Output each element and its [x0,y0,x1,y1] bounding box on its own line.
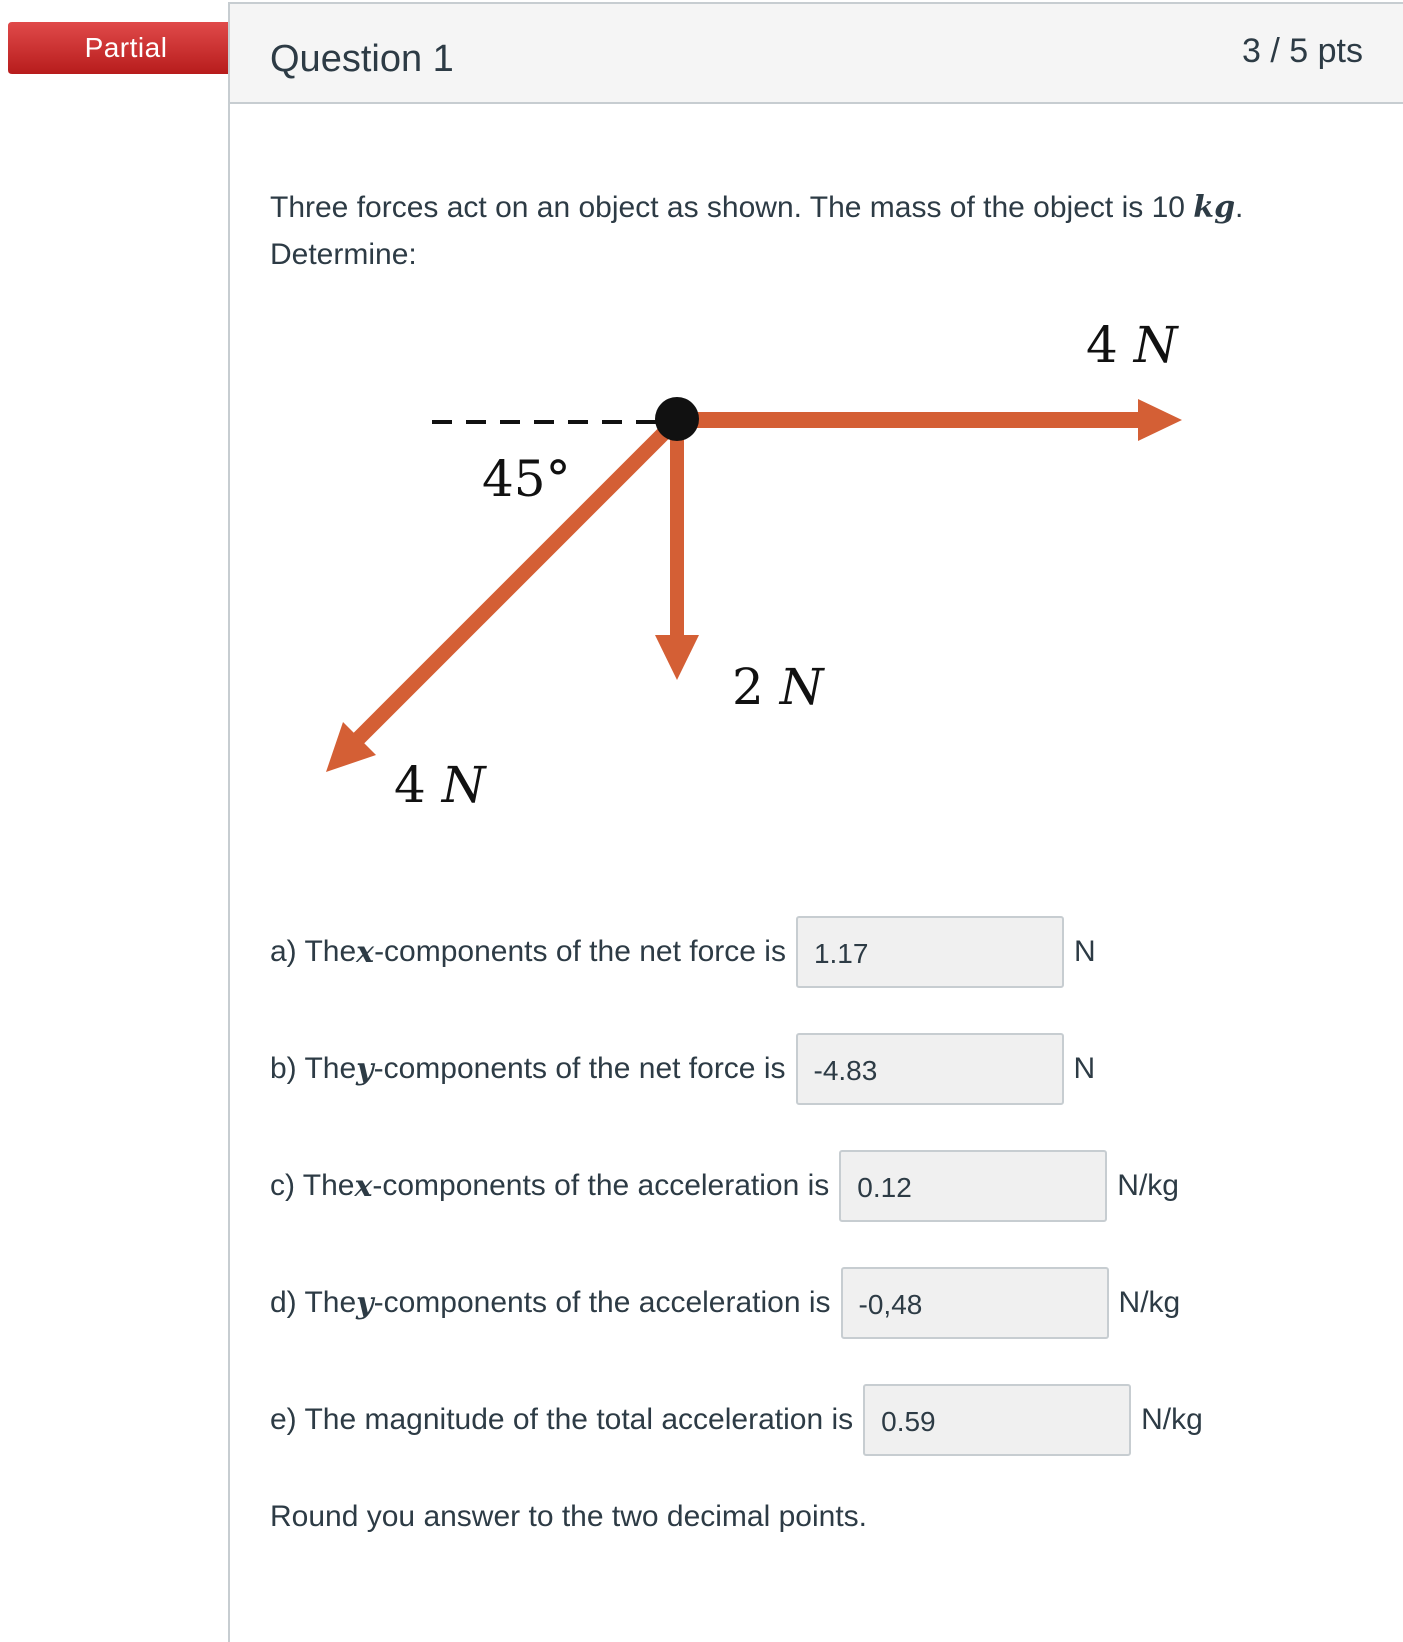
answer-e-unit: N/kg [1141,1403,1203,1436]
prompt-line-2: Determine: [270,238,417,271]
force-diagram-svg [320,300,1220,860]
force-diagonal-magnitude: 4 [394,756,426,814]
prompt-line-1 [270,184,1290,231]
answer-b-input[interactable]: -4.83 [796,1033,1064,1105]
answer-c-label-rest: -components of the acceleration is [372,1169,830,1202]
answer-row-d [270,1265,1180,1341]
question-title: Question 1 [270,38,454,80]
answer-b-label: b) The [270,1052,357,1085]
force-right-magnitude: 4 [1086,316,1118,374]
answer-row-a [270,914,1096,990]
rounding-instruction: Round you answer to the two decimal points. [270,1500,867,1533]
answer-d-input[interactable]: -0,48 [841,1267,1109,1339]
answer-a-unit: N [1073,935,1096,968]
answer-c-unit: N/kg [1117,1169,1179,1202]
answer-d-label-rest: -components of the acceleration is [373,1286,831,1319]
answer-c-label: c) The [270,1169,355,1202]
force-down-label [732,658,826,716]
force-right-unit: N [1133,316,1178,374]
answer-a-input[interactable]: 1.17 [796,916,1064,988]
answer-a-variable: x [356,934,375,970]
answer-row-e [270,1382,1203,1458]
object-point [655,397,699,441]
badge-label: Partial [84,32,168,63]
answer-a-label: a) The [270,935,357,968]
answer-c-variable: x [354,1168,373,1204]
question-points: 3 / 5 pts [1242,32,1363,70]
answer-b-unit: N [1073,1052,1096,1085]
force-diagonal-unit: N [441,756,486,814]
question-header [230,4,1403,104]
mass-unit: kg [1193,190,1236,225]
angle-label: 45° [482,450,571,508]
answer-b-variable: y [356,1051,374,1087]
question-prompt [270,184,1290,278]
prompt-period: . [1235,191,1244,224]
answer-d-label: d) The [270,1286,357,1319]
answer-a-label-rest: -components of the net force is [374,935,786,968]
force-down-unit: N [779,658,824,716]
force-right-label [1086,316,1180,374]
answer-b-label-rest: -components of the net force is [373,1052,786,1085]
answer-d-unit: N/kg [1118,1286,1181,1319]
answer-d-variable: y [356,1285,374,1321]
force-arrow-down [655,420,699,680]
answer-row-b [270,1031,1095,1107]
force-arrow-right [677,399,1182,441]
prompt-text: Three forces act on an object as shown. The mass of the object is 10 [270,191,1194,224]
force-down-magnitude: 2 [732,658,764,716]
answer-row-c [270,1148,1179,1224]
force-diagonal-label [394,756,488,814]
answer-e-input[interactable]: 0.59 [863,1384,1131,1456]
force-diagram [320,300,1220,860]
answer-e-label: e) The magnitude of the total acceleration is [270,1403,854,1436]
answer-c-input[interactable]: 0.12 [839,1150,1107,1222]
